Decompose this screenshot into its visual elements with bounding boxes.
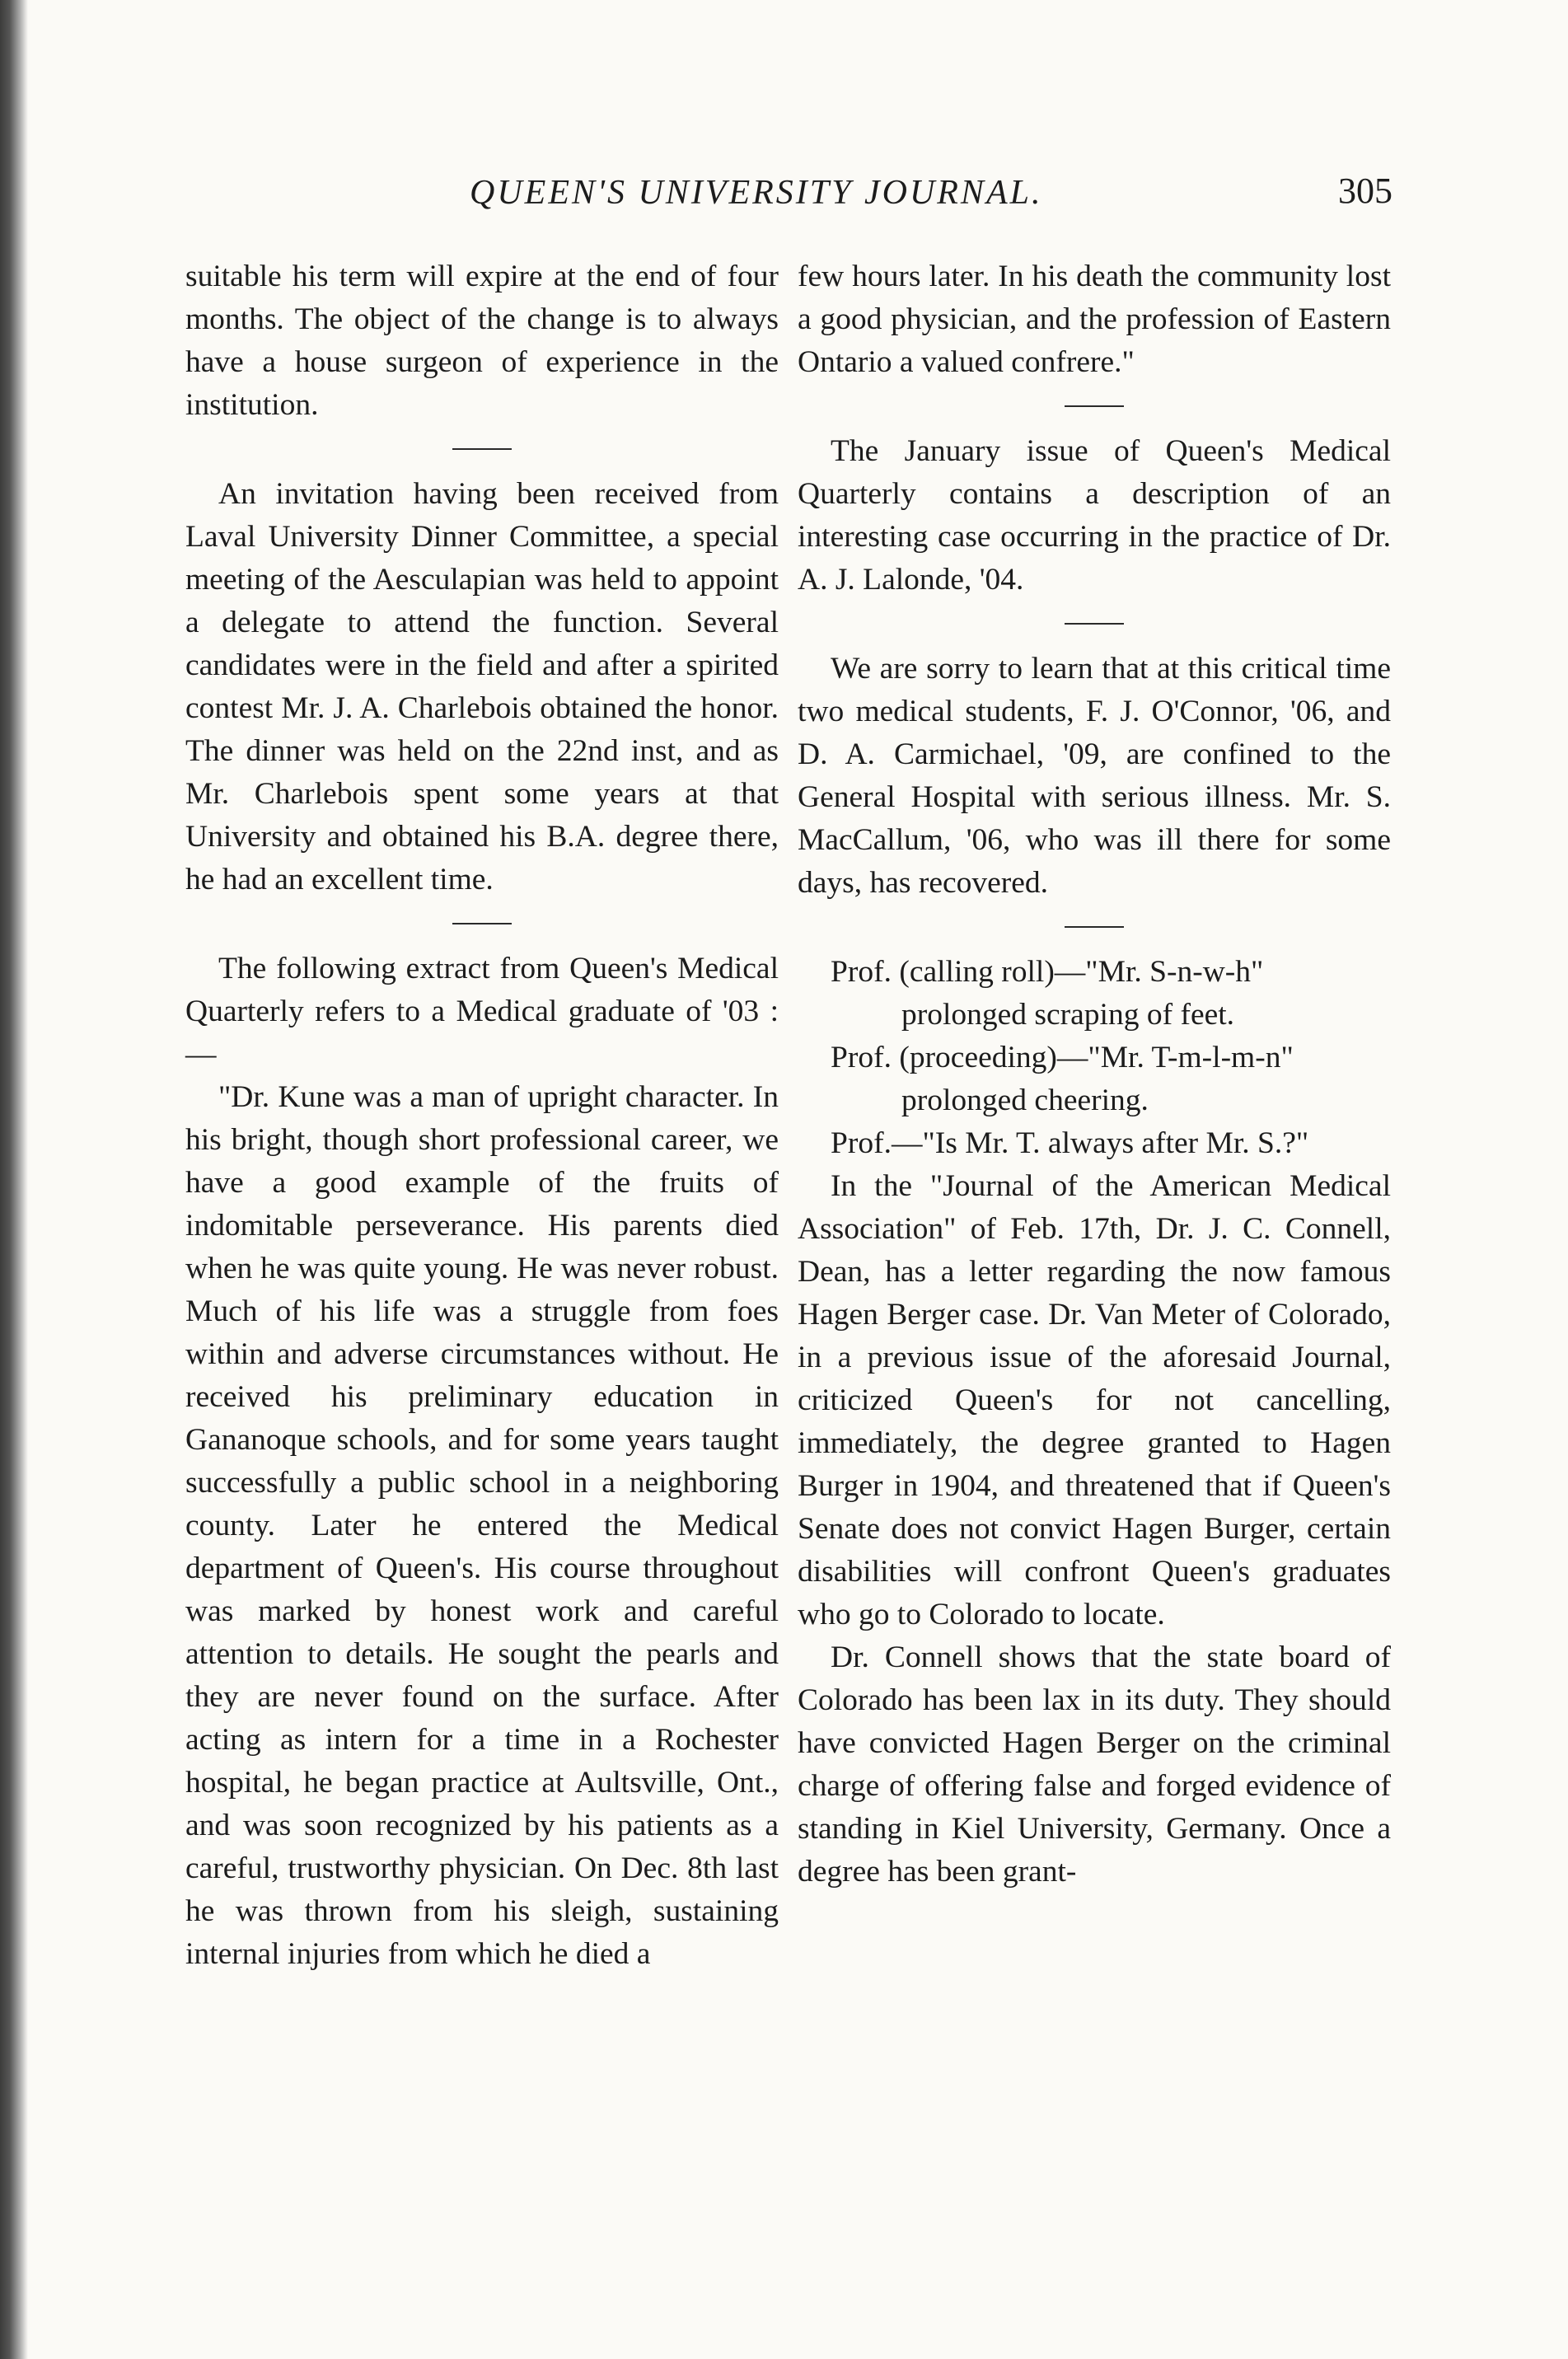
paragraph-january-issue: The January issue of Queen's Medical Quarterly contains a description of an interesting case occurring in the practice of Dr. A. J. Lalonde, '04. xyxy=(798,434,1391,597)
paragraph-connell-response: Dr. Connell shows that the state board of Colorado has been lax in its duty. They should have convicted Hagen Berger on the criminal charge of offering false and forged evidence of standing in Kiel University, Germany. Once a degree has been grant- xyxy=(798,1641,1391,1889)
dialogue-action-scraping: prolonged scraping of feet. xyxy=(901,998,1235,1032)
journal-title: QUEEN'S UNIVERSITY JOURNAL. xyxy=(470,174,1043,212)
dialogue-line-roll-call: Prof. (calling roll)—"Mr. S-n-w-h" xyxy=(831,955,1264,989)
section-divider xyxy=(1065,623,1124,625)
paragraph-dr-kune-obituary: "Dr. Kune was a man of upright character. In his bright, though short professional career, we have a good example of the fruits of indomitable perseverance. His parents died when he was quite young. He was never robust. Much of his life was a struggle from foes within and adverse circumstances without. He received his preliminary education in Gananoque schools, and for some years taught successfully a public school in a neighboring county. Later he entered the Medical department of Queen's. His course throughout was marked by honest work and careful attention to details. He sought the pearls and they are never found on the surface. After acting as intern for a time in a Rochester hospital, he began practice at Aultsville, Ont., and was soon recognized by his patients as a careful, trustworthy physician. On Dec. 8th last he was thrown from his sleigh, sustaining internal injuries from which he died a xyxy=(185,1080,779,1971)
paragraph-laval-dinner: An invitation having been received from Laval University Dinner Committee, a special meeting of the Aesculapian was held to appoint a delegate to attend the function. Several candidates were in the field and after a spirited contest Mr. J. A. Charlebois obtained the honor. The dinner was held on the 22nd inst, and as Mr. Charlebois spent some years at that University and obtained his B.A. degree there, he had an excellent time. xyxy=(185,477,779,896)
page-binding-edge xyxy=(0,0,28,2359)
section-divider xyxy=(452,923,512,924)
section-divider xyxy=(1065,405,1124,407)
right-column xyxy=(798,255,1391,1893)
section-divider xyxy=(1065,926,1124,928)
running-head xyxy=(173,173,1392,222)
paragraph-hagen-berger-case: In the "Journal of the American Medical Association" of Feb. 17th, Dr. J. C. Connell, Dean, has a letter regarding the now famous Hagen Berger case. Dr. Van Meter of Colorado, in a previous issue of the aforesaid Journal, criticized Queen's for not cancelling, immediately, the degree granted to Hagen Burger in 1904, and threatened that if Queen's Senate does not convict Hagen Burger, certain disabilities will confront Queen's graduates who go to Colorado to locate. xyxy=(798,1169,1391,1631)
dialogue-action-cheering: prolonged cheering. xyxy=(901,1084,1149,1117)
left-column xyxy=(185,255,779,1976)
dialogue-line-proceeding: Prof. (proceeding)—"Mr. T-m-l-m-n" xyxy=(831,1041,1294,1074)
paragraph-extract-intro: The following extract from Queen's Medical Quarterly refers to a Medical graduate of '03 :— xyxy=(185,952,779,1071)
paragraph-students-ill: We are sorry to learn that at this critical time two medical students, F. J. O'Connor, '06, and D. A. Carmichael, '09, are confined to the General Hospital with serious illness. Mr. S. MacCallum, '06, who was ill there for some days, has recovered. xyxy=(798,652,1391,900)
page-number: 305 xyxy=(1338,171,1392,211)
section-divider xyxy=(452,448,512,450)
dialogue-line-question: Prof.—"Is Mr. T. always after Mr. S.?" xyxy=(831,1126,1309,1160)
paragraph-obituary-continued: few hours later. In his death the community lost a good physician, and the profession of Eastern Ontario a valued confrere." xyxy=(798,260,1391,379)
paragraph-house-surgeon: suitable his term will expire at the end of four months. The object of the change is to always have a house surgeon of experience in the institution. xyxy=(185,260,779,422)
